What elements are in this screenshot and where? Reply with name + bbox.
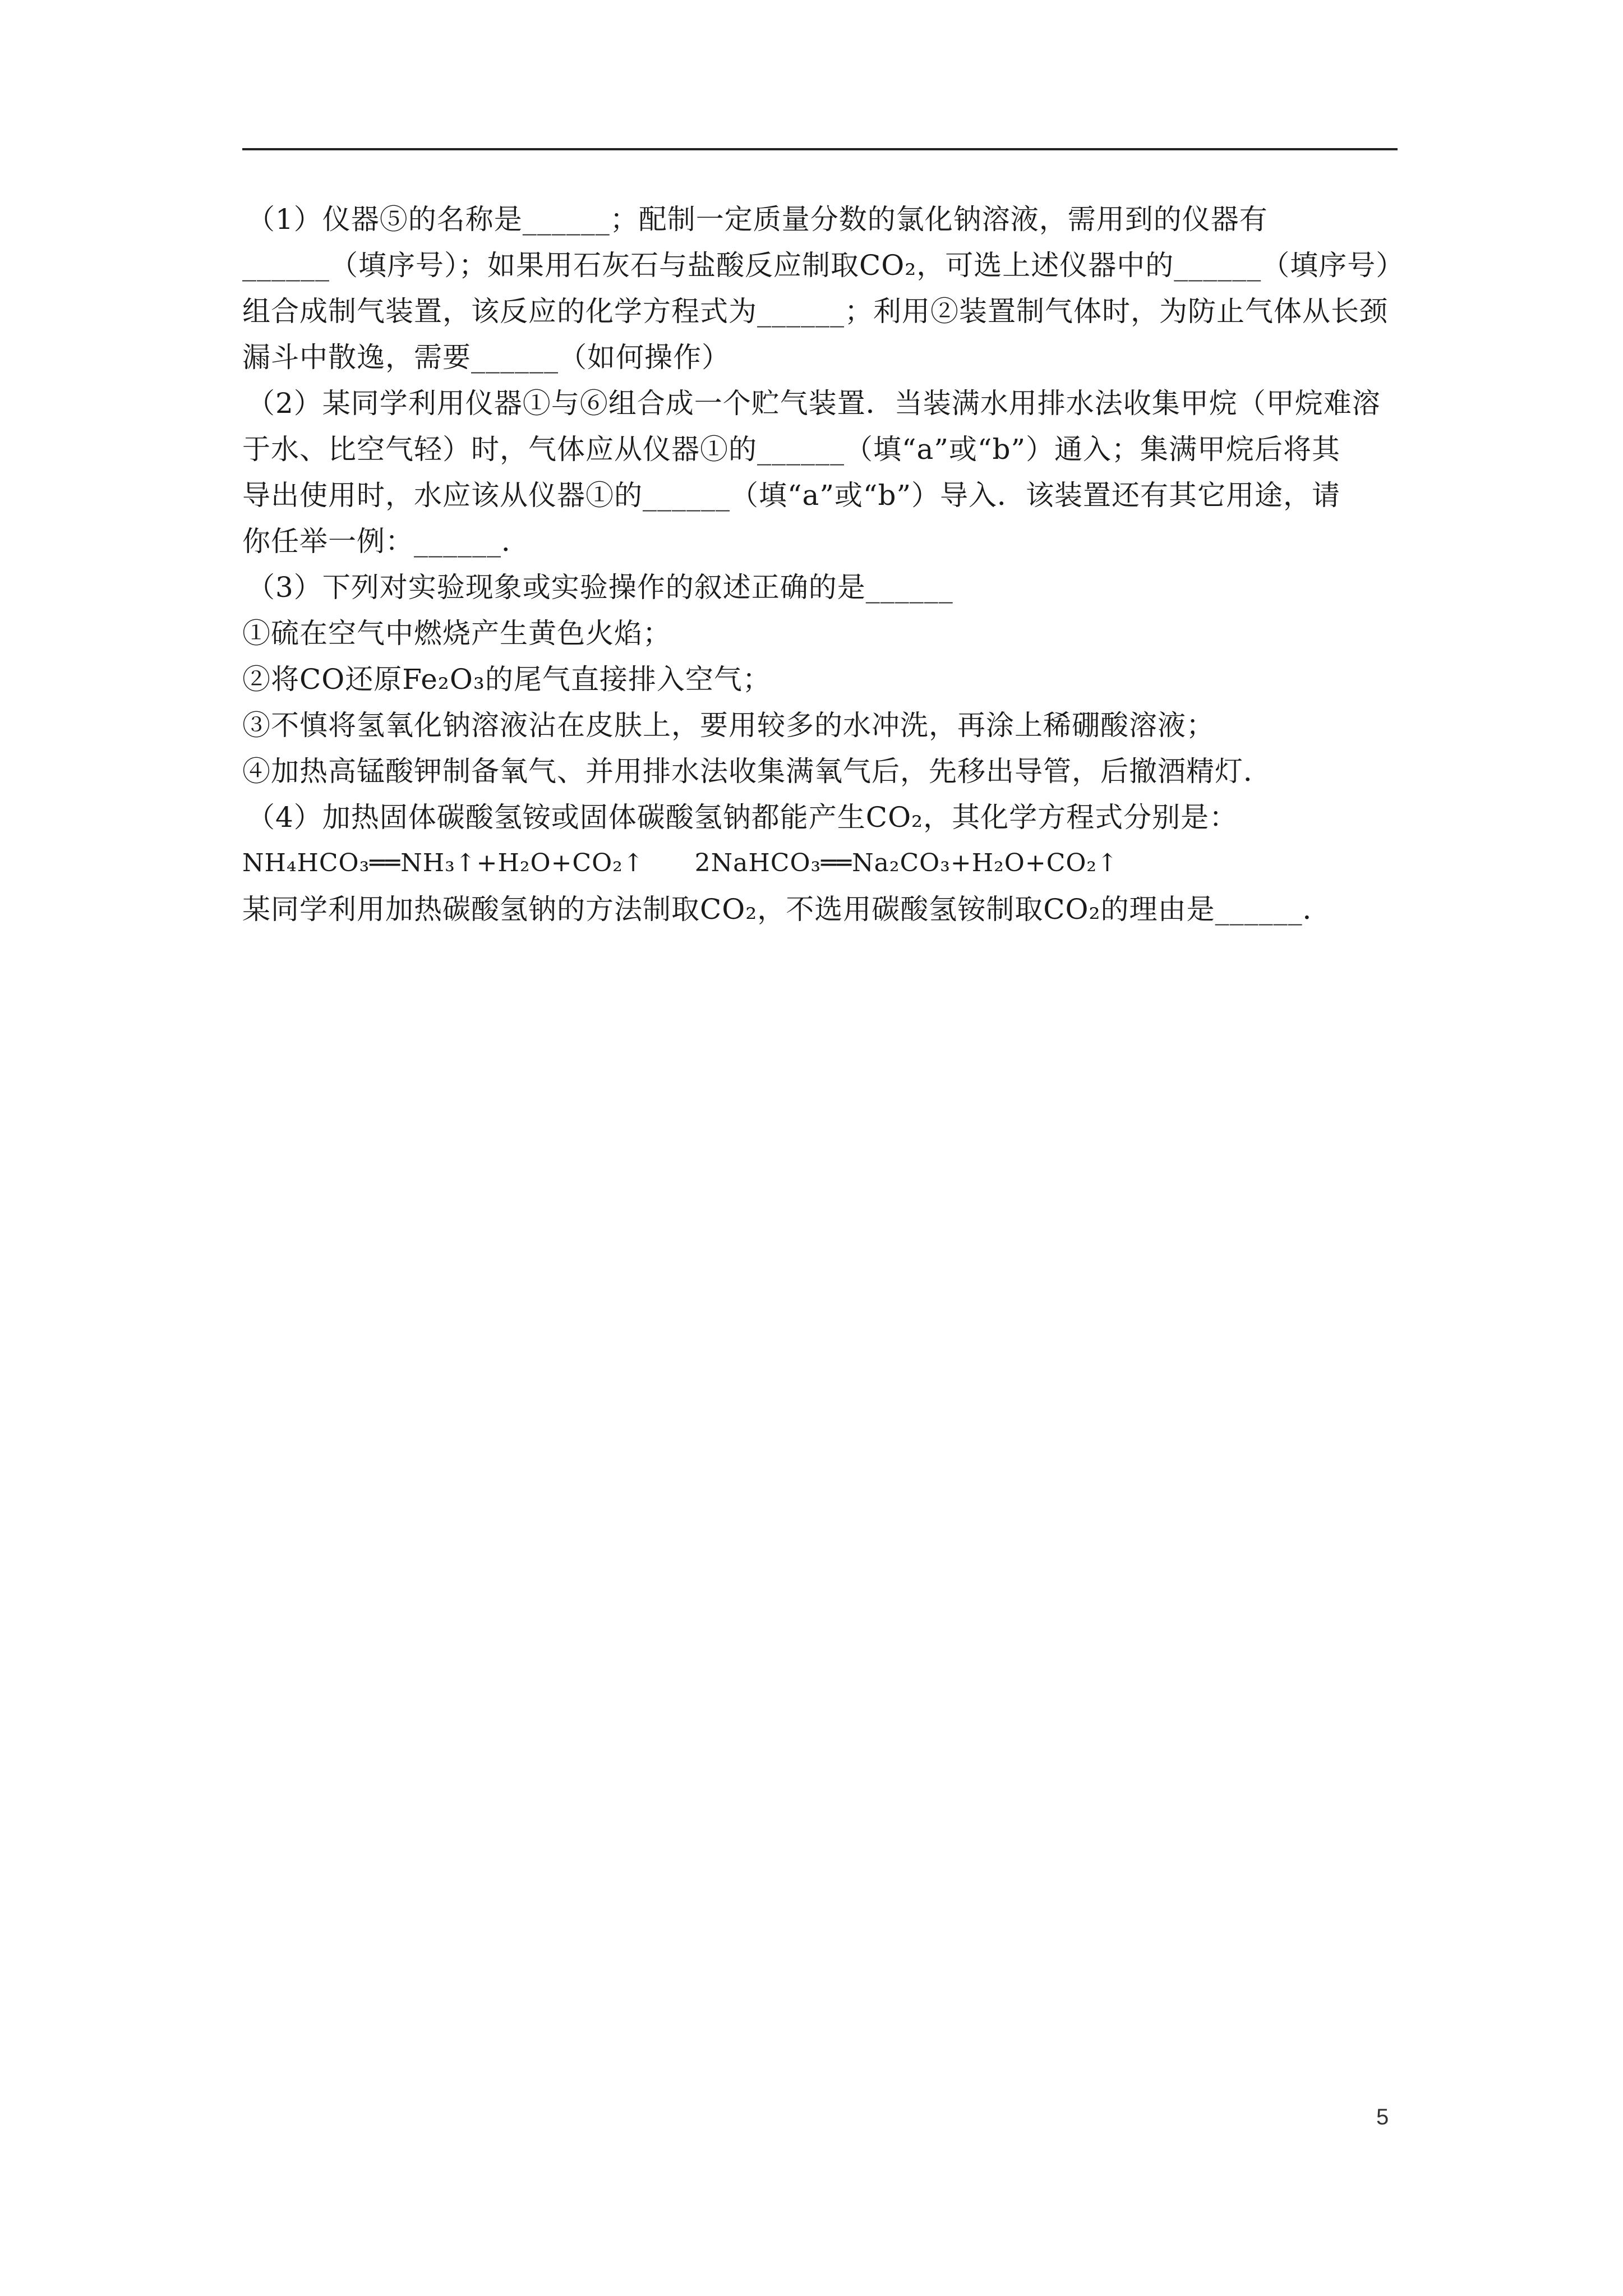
text-line: ④加热高锰酸钾制备氧气、并用排水法收集满氧气后，先移出导管，后撤酒精灯．	[242, 755, 1272, 788]
text-line: （4）加热固体碳酸氢铵或固体碳酸氢钠都能产生CO₂，其化学方程式分别是：	[247, 801, 1238, 834]
equation-line: NH₄HCO₃══NH₃↑+H₂O+CO₂↑ 2NaHCO₃══Na₂CO₃+H₂O+CO₂↑	[242, 849, 1118, 877]
text-line: 你任举一例：______．	[242, 525, 530, 558]
text-line: （2）某同学利用仪器①与⑥组合成一个贮气装置．当装满水用排水法收集甲烷（甲烷难溶	[247, 387, 1381, 420]
text-line: ______（填序号）；如果用石灰石与盐酸反应制取CO₂，可选上述仪器中的______（填序号）	[242, 249, 1405, 282]
text-line: ②将CO还原Fe₂O₃的尾气直接排入空气；	[242, 663, 771, 696]
text-line: （3）下列对实验现象或实验操作的叙述正确的是______	[247, 571, 953, 604]
text-line: 于水、比空气轻）时，气体应从仪器①的______（填“a”或“b”）通入；集满甲烷后将其	[242, 433, 1341, 466]
page-number: 5	[1376, 2105, 1389, 2129]
text-line: ③不慎将氢氧化钠溶液沾在皮肤上，要用较多的水冲洗，再涂上稀硼酸溶液；	[242, 709, 1215, 742]
header-rule	[242, 148, 1398, 150]
text-line: 某同学利用加热碳酸氢钠的方法制取CO₂，不选用碳酸氢铵制取CO₂的理由是______．	[242, 893, 1331, 926]
question-body	[242, 196, 1420, 932]
text-line: 导出使用时，水应该从仪器①的______（填“a”或“b”）导入．该装置还有其它用途，请	[242, 479, 1341, 512]
text-line: ①硫在空气中燃烧产生黄色火焰；	[242, 617, 671, 650]
text-line: （1）仪器⑤的名称是______；配制一定质量分数的氯化钠溶液，需用到的仪器有	[247, 203, 1268, 236]
text-line: 组合成制气装置，该反应的化学方程式为______；利用②装置制气体时，为防止气体从长颈	[242, 295, 1388, 328]
text-line: 漏斗中散逸，需要______（如何操作）	[242, 341, 730, 374]
